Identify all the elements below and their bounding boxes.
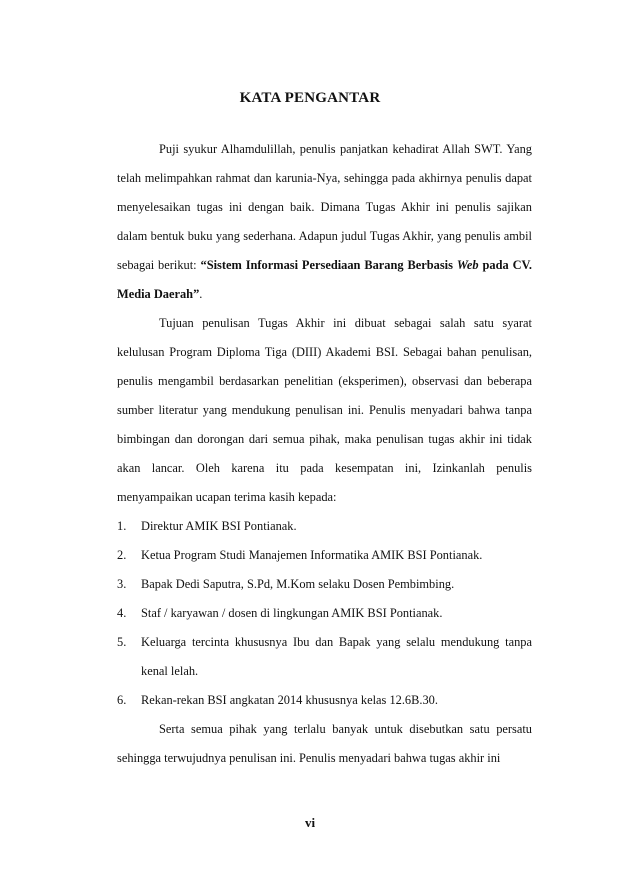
list-item-text: Bapak Dedi Saputra, S.Pd, M.Kom selaku Dosen Pembimbing. — [141, 577, 455, 591]
list-item — [117, 570, 532, 599]
list-item-number: 4. — [117, 606, 127, 620]
thesis-title-part1: Sistem Informasi Persediaan Barang Berbasis — [206, 258, 457, 272]
acknowledgement-list — [117, 512, 532, 715]
list-item-text: Keluarga tercinta khususnya Ibu dan Bapak yang selalu mendukung tanpa kenal lelah. — [141, 635, 532, 678]
list-item-text: Direktur AMIK BSI Pontianak. — [141, 519, 297, 533]
list-item — [117, 599, 532, 628]
thesis-title-part2: pada CV. Media Daerah — [117, 258, 532, 301]
list-item-number: 2. — [117, 548, 127, 562]
list-item-number: 5. — [117, 635, 127, 649]
quote-close: ” — [193, 287, 200, 301]
list-item — [117, 686, 532, 715]
paragraph-1-text: Puji syukur Alhamdulillah, penulis panjatkan kehadirat Allah SWT. Yang telah melimpahkan rahmat dan karunia-Nya, sehingga pada akhirnya penulis dapat menyelesaikan tugas ini dengan baik. Dimana Tugas Akhir ini penulis sajikan dalam bentuk buku yang sederhana. Adapun judul Tugas Akhir, yang penulis ambil sebagai berikut: — [117, 142, 532, 272]
list-item-number: 3. — [117, 577, 127, 591]
list-item-text: Rekan-rekan BSI angkatan 2014 khususnya kelas 12.6B.30. — [141, 693, 438, 707]
paragraph-2: Tujuan penulisan Tugas Akhir ini dibuat sebagai salah satu syarat kelulusan Program Diploma Tiga (DIII) Akademi BSI. Sebagai bahan penulisan, penulis mengambil berdasarkan penelitian (eksperimen), observasi dan beberapa sumber literatur yang mendukung penulisan ini. Penulis menyadari bahwa tanpa bimbingan dan dorongan dari semua pihak, maka penulisan tugas akhir ini tidak akan lancar. Oleh karena itu pada kesempatan ini, Izinkanlah penulis menyampaikan ucapan terima kasih kepada: — [117, 316, 532, 504]
paragraph-3: Serta semua pihak yang terlalu banyak untuk disebutkan satu persatu sehingga terwujudnya penulisan ini. Penulis menyadari bahwa tugas akhir ini — [117, 722, 532, 765]
page-number: vi — [304, 815, 316, 830]
list-item — [117, 628, 532, 686]
quote-open: “ — [200, 258, 207, 272]
list-item-number: 1. — [117, 519, 127, 533]
list-item-number: 6. — [117, 693, 127, 707]
body-text — [117, 135, 532, 773]
list-item-text: Ketua Program Studi Manajemen Informatika AMIK BSI Pontianak. — [141, 548, 483, 562]
list-item-text: Staf / karyawan / dosen di lingkungan AMIK BSI Pontianak. — [141, 606, 443, 620]
list-item — [117, 541, 532, 570]
page-title: KATA PENGANTAR — [239, 90, 381, 106]
paragraph-1 — [117, 135, 532, 309]
list-item — [117, 512, 532, 541]
thesis-title-italic: Web — [456, 258, 479, 272]
paragraph-1-end: . — [199, 287, 203, 301]
